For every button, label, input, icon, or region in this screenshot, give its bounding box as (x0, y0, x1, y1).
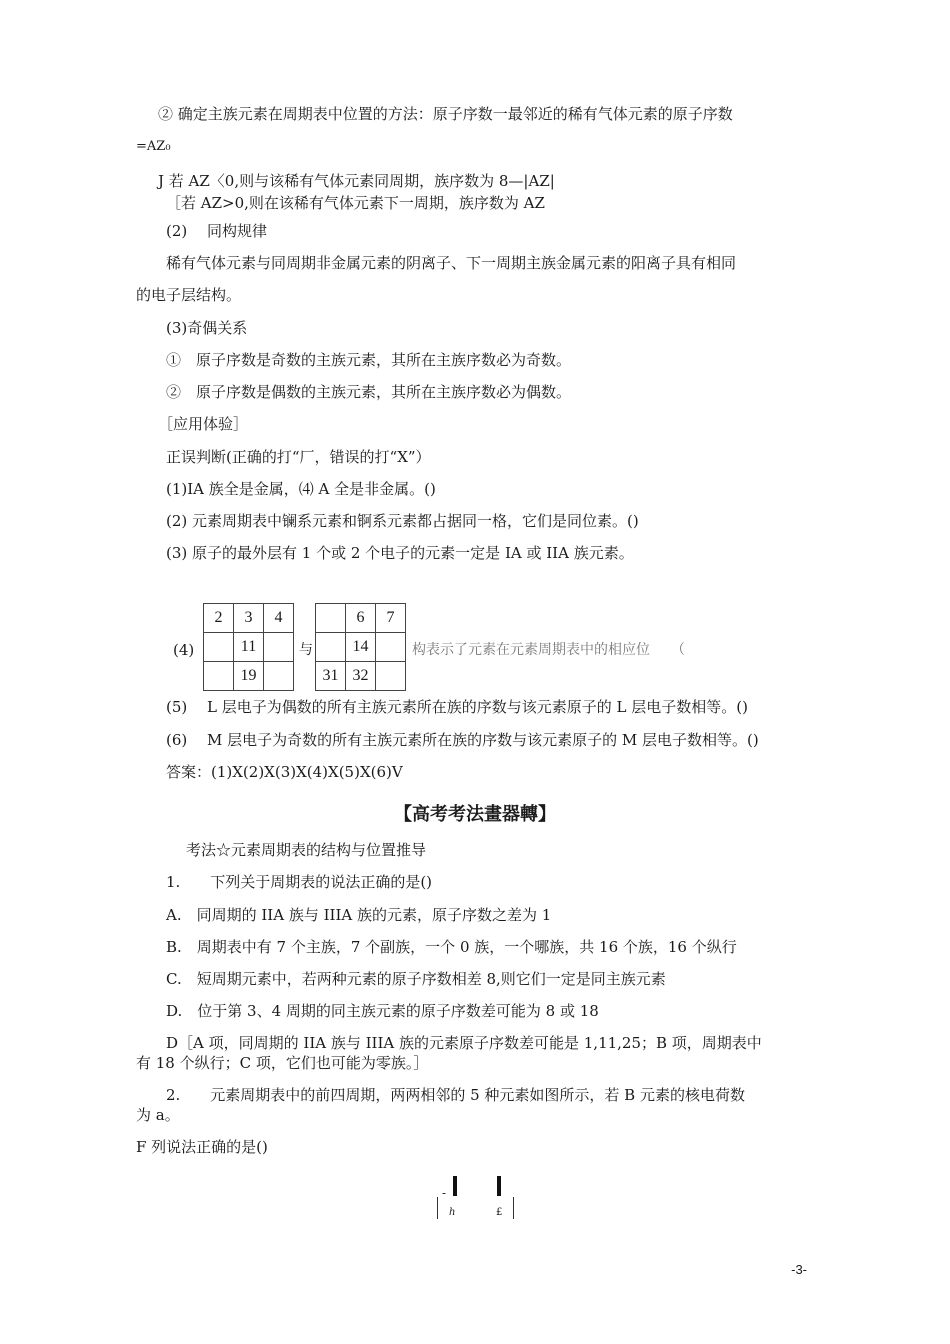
text-line: ［应用体验］ (158, 415, 249, 433)
grid-cell: 3 (234, 604, 264, 633)
grid-cell (376, 633, 406, 662)
section-heading: 【高考考法畫器轉】 (394, 804, 556, 825)
text-line: 为 a。 (136, 1106, 180, 1124)
text-line: (2) 同构规律 (166, 222, 268, 240)
periodic-grid-left (203, 603, 294, 691)
grid-cell (264, 662, 294, 691)
figure-bar (453, 1176, 457, 1196)
grid-cell (316, 633, 346, 662)
page-number: -3- (791, 1262, 807, 1277)
grid-cell: 31 (316, 662, 346, 691)
grid-cell: 7 (376, 604, 406, 633)
text-line: (3) 原子的最外层有 1 个或 2 个电子的元素一定是 IA 或 IIA 族元素。 (166, 544, 634, 562)
connector-yu: 与 (299, 642, 313, 658)
text-line: 有 18 个纵行；C 项，它们也可能为零族。］ (136, 1054, 429, 1072)
grid-cell (316, 604, 346, 633)
text-line: J 若 AZ〈0,则与该稀有气体元素同周期，族序数为 8—|AZ| (158, 172, 555, 190)
grid-cell: 32 (346, 662, 376, 691)
option-b: B. 周期表中有 7 个主族，7 个副族，一个 0 族，一个哪族，共 16 个族，16 个纵行 (166, 938, 737, 956)
figure-bar (497, 1176, 501, 1196)
grid-cell: 2 (204, 604, 234, 633)
periodic-grid-right (315, 603, 406, 691)
text-line: (3)奇偶关系 (166, 319, 248, 337)
text-line: ① 原子序数是奇数的主族元素，其所在主族序数必为奇数。 (166, 351, 572, 369)
grid-cell (264, 633, 294, 662)
option-a: A. 同周期的 IIA 族与 IIIA 族的元素，原子序数之差为 1 (166, 906, 552, 924)
grid-cell: 14 (346, 633, 376, 662)
figure-label: £ (496, 1207, 503, 1218)
figure-bar (437, 1197, 438, 1219)
text-line: (6) M 层电子为奇数的所有主族元素所在族的序数与该元素原子的 M 层电子数相等。() (166, 731, 759, 749)
text-line: (2) 元素周期表中镧系元素和锕系元素都占据同一格，它们是同位素。() (166, 512, 639, 530)
figure-bar (513, 1197, 514, 1219)
grid-cell: 19 (234, 662, 264, 691)
text-line: ② 原子序数是偶数的主族元素，其所在主族序数必为偶数。 (166, 383, 572, 401)
option-d: D. 位于第 3、4 周期的同主族元素的原子序数差可能为 8 或 18 (166, 1002, 599, 1020)
option-c: C. 短周期元素中，若两种元素的原子序数相差 8,则它们一定是同主族元素 (166, 970, 666, 988)
grid-cell: 4 (264, 604, 294, 633)
text-line: 1. 下列关于周期表的说法正确的是() (166, 873, 433, 891)
figure-label: h (449, 1207, 456, 1218)
text-line: D［A 项，同周期的 IIA 族与 IIIA 族的元素原子序数差可能是 1,11,25；B 项，周期表中 (166, 1034, 762, 1052)
grid-cell: 11 (234, 633, 264, 662)
text-line: F 列说法正确的是() (136, 1138, 268, 1156)
text-line: 构表示了元素在元素周期表中的相应位 （ (412, 642, 685, 658)
grid-cell (204, 662, 234, 691)
text-line: 考法☆元素周期表的结构与位置推导 (186, 841, 427, 859)
text-line: (1)IA 族全是金属，⑷ A 全是非金属。() (166, 480, 436, 498)
text-line: 稀有气体元素与同周期非金属元素的阴离子、下一周期主族金属元素的阳离子具有相同 (166, 254, 737, 272)
answer-line: 答案：(1)X(2)X(3)X(4)X(5)X(6)V (166, 763, 403, 781)
text-line: 正误判断(正确的打“厂，错误的打“X”） (166, 448, 431, 466)
text-line: ［若 AZ>0,则在该稀有气体元素下一周期，族序数为 AZ (166, 194, 545, 212)
figure-dash: - (442, 1186, 447, 1200)
grid-cell (204, 633, 234, 662)
text-line: =AZ₀ (136, 139, 171, 154)
question-4-label: (4) (173, 641, 195, 659)
grid-cell: 6 (346, 604, 376, 633)
text-line: 的电子层结构。 (136, 286, 242, 304)
grid-cell (376, 662, 406, 691)
text-line: 2. 元素周期表中的前四周期，两两相邻的 5 种元素如图所示，若 B 元素的核电荷数 (166, 1086, 745, 1104)
text-line: (5) L 层电子为偶数的所有主族元素所在族的序数与该元素原子的 L 层电子数相等。() (166, 698, 748, 716)
text-line: ② 确定主族元素在周期表中位置的方法：原子序数一最邻近的稀有气体元素的原子序数 (158, 105, 733, 123)
